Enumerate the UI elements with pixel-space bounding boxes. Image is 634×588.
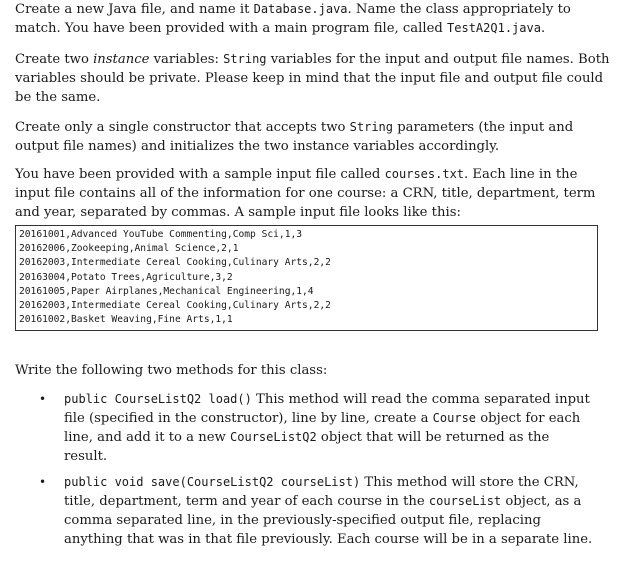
emphasis-text: instance bbox=[93, 52, 150, 67]
text: This method will read the comma separated input file (specified in the constructor), line by line, create a bbox=[64, 392, 590, 427]
text: object, as a comma separated line, in the previously-specified output file, replacing anything that was in that file previously. Each course will be in a separate line. bbox=[64, 494, 593, 548]
text: variables: bbox=[149, 52, 224, 67]
methods-intro: Write the following two methods for this class: bbox=[15, 363, 328, 379]
sample-line: 20161001,Advanced YouTube Commenting,Comp Sci,1,3 bbox=[19, 229, 303, 240]
sample-line: 20163004,Potato Trees,Agriculture,3,2 bbox=[19, 271, 233, 283]
text: . Name the class appropriately to match. You have been provided with a main program file, called bbox=[15, 2, 571, 36]
text: Create a new Java file, and name it bbox=[15, 2, 254, 17]
inline-code: TestA2Q1.java bbox=[447, 21, 541, 35]
instructions-instance-variables bbox=[15, 50, 615, 107]
bullet-icon: • bbox=[39, 392, 47, 407]
sample-line: 20162006,Zookeeping,Animal Science,2,1 bbox=[19, 243, 239, 255]
text: object that will be returned as the result. bbox=[64, 430, 550, 465]
text: Create only a single constructor that accepts two bbox=[15, 120, 350, 135]
inline-code: String bbox=[349, 120, 394, 134]
sample-line: 20161002,Basket Weaving,Fine Arts,1,1 bbox=[19, 314, 233, 326]
list-item-save-method bbox=[15, 473, 594, 549]
text: This method will store the CRN, title, department, term and year of each course in the bbox=[64, 475, 579, 510]
text: . Each line in the input file contains all of the information for one course: a CRN, title, department, term and year, separated by commas. A sample input file looks like this: bbox=[15, 167, 596, 220]
instructions-create-file bbox=[15, 0, 615, 38]
instructions-constructor bbox=[15, 118, 615, 156]
bullet-icon: • bbox=[39, 475, 47, 490]
inline-code: CourseListQ2 bbox=[230, 430, 317, 445]
text: You have been provided with a sample input file called bbox=[15, 167, 385, 182]
instructions-sample-file bbox=[15, 165, 615, 222]
inline-code: String bbox=[223, 52, 267, 66]
sample-line: 20161005,Paper Airplanes,Mechanical Engineering,1,4 bbox=[19, 285, 314, 297]
text: Create two bbox=[15, 52, 94, 67]
text: variables for the input and output file names. Both variables should be private. Please keep in mind that the input file and output file could be the same. bbox=[15, 52, 610, 105]
sample-line: 20162003,Intermediate Cereal Cooking,Culinary Arts,2,2 bbox=[19, 257, 331, 269]
text: . bbox=[540, 21, 546, 36]
inline-code: Database.java bbox=[253, 2, 348, 16]
inline-code: courseList bbox=[428, 494, 502, 509]
text: object for each line, and add it to a new bbox=[64, 411, 581, 446]
inline-code: courses.txt bbox=[384, 167, 465, 181]
sample-input-box bbox=[15, 225, 598, 331]
methods-list bbox=[15, 390, 615, 549]
text: parameters (the input and output file names) and initializes the two instance variables accordingly. bbox=[15, 120, 574, 154]
list-item-load-method bbox=[15, 390, 594, 466]
sample-line: 20162003,Intermediate Cereal Cooking,Culinary Arts,2,2 bbox=[19, 300, 331, 312]
method-signature: public CourseListQ2 load() bbox=[64, 392, 252, 407]
method-signature: public void save(CourseListQ2 courseList) bbox=[64, 475, 361, 490]
inline-code: Course bbox=[432, 411, 477, 426]
